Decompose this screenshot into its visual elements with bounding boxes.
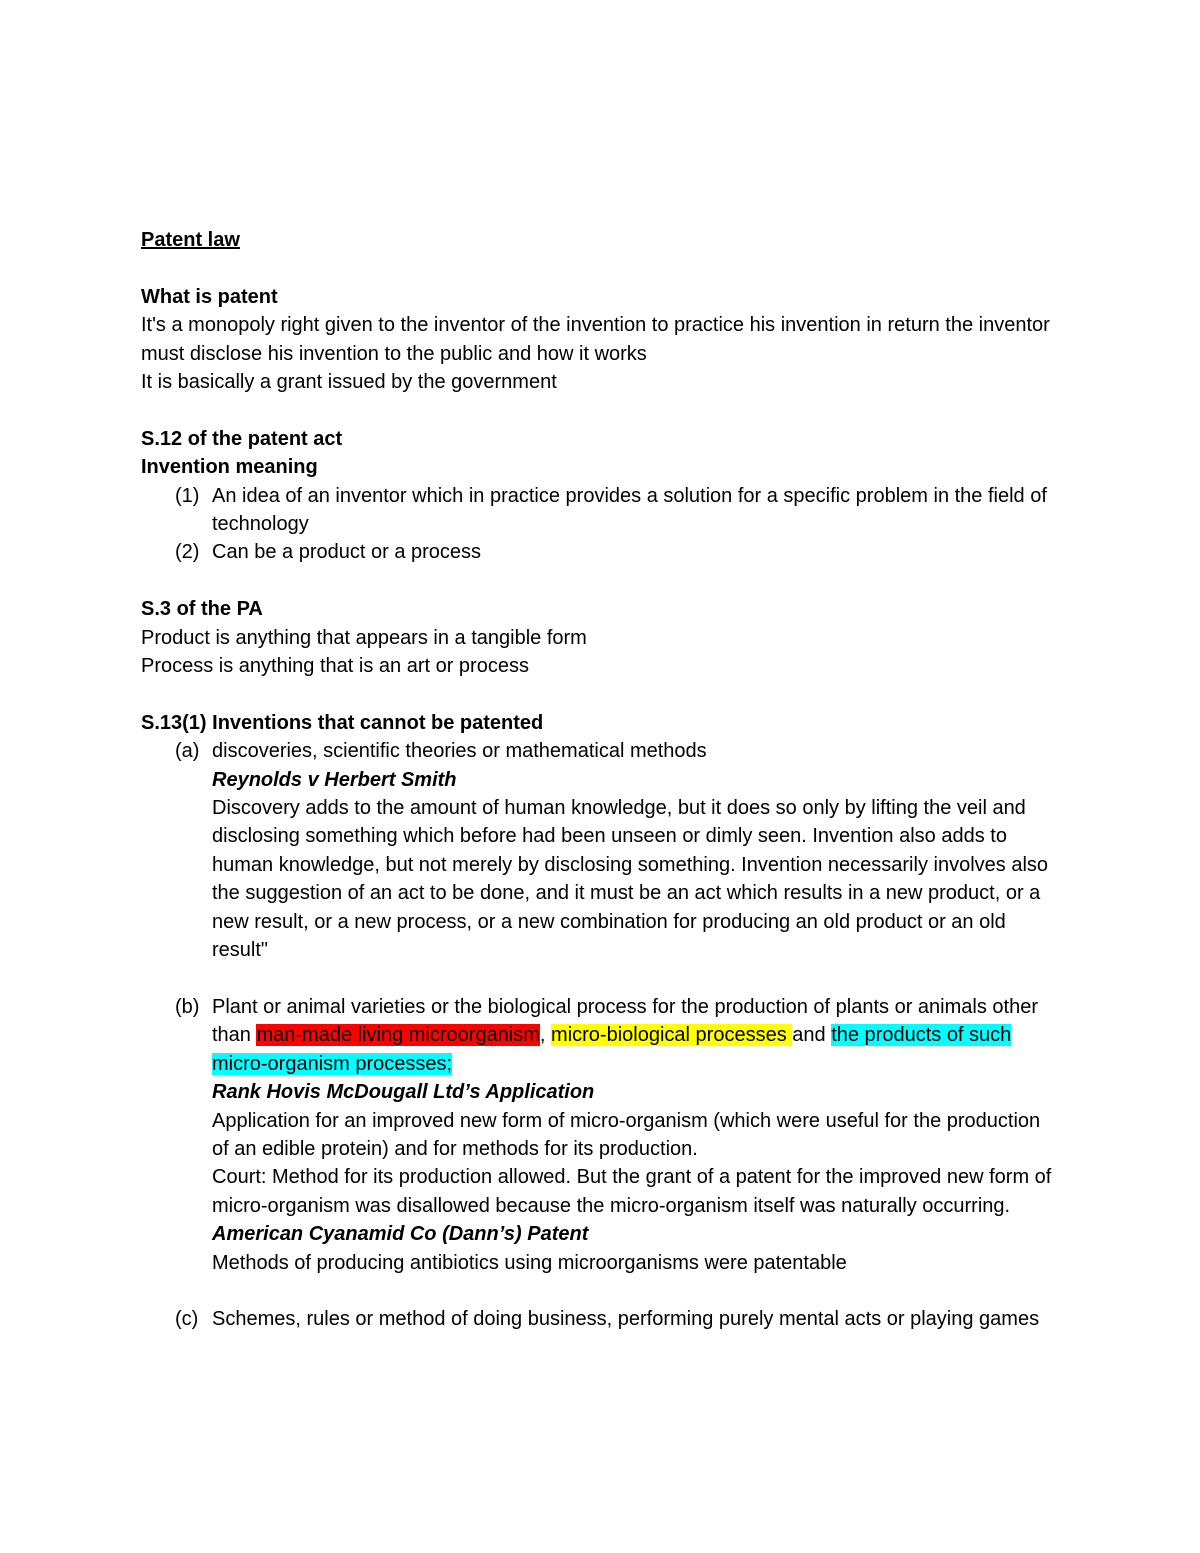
list-marker: (1) — [175, 484, 200, 507]
spacer — [141, 1277, 1061, 1305]
case-name-american-cyanamid: American Cyanamid Co (Dann’s) Patent — [212, 1223, 589, 1246]
list-item-text — [212, 996, 1038, 1075]
list-item — [141, 482, 1061, 539]
document-body — [141, 226, 1061, 1334]
subheading-invention-meaning: Invention meaning — [141, 456, 318, 479]
paragraph-process: Process is anything that is an art or process — [141, 655, 529, 678]
spacer — [141, 396, 1061, 424]
case-name-reynolds: Reynolds v Herbert Smith — [212, 768, 457, 791]
list-marker: (a) — [175, 740, 200, 763]
list-marker: (2) — [175, 541, 200, 564]
case-text-rank-hovis: Application for an improved new form of micro-organism (which were useful for the production of an edible protein) and for methods for its production. — [212, 1109, 1041, 1160]
paragraph-patent-grant: It is basically a grant issued by the government — [141, 371, 557, 394]
separator-and: and — [792, 1024, 832, 1047]
section-heading-s3: S.3 of the PA — [141, 598, 263, 621]
list-item-text: An idea of an inventor which in practice provides a solution for a specific problem in the field of technology — [212, 484, 1047, 536]
page-title: Patent law — [141, 229, 240, 251]
list-item-c — [141, 1305, 1061, 1333]
case-text-american-cyanamid: Methods of producing antibiotics using microorganisms were patentable — [212, 1251, 847, 1274]
item-b-text-start: Plant or animal varieties or the biological process for the production of plants or animals other than — [212, 995, 1038, 1047]
list-item-text: Schemes, rules or method of doing business, performing purely mental acts or playing games — [212, 1308, 1040, 1331]
section-heading-what-is-patent: What is patent — [141, 285, 278, 308]
list-item — [141, 538, 1061, 566]
highlight-cyan: the products of such micro-organism processes; — [212, 1024, 1012, 1075]
highlight-yellow: micro-biological processes — [551, 1024, 793, 1047]
spacer — [141, 680, 1061, 708]
list-item-text: discoveries, scientific theories or mathematical methods — [212, 740, 707, 763]
case-text-reynolds: Discovery adds to the amount of human knowledge, but it does so only by lifting the veil and disclosing something which before had been unseen or dimly seen. Invention also adds to human knowledge, but not merely by disclosing something. Invention necessarily involves also the suggestion of an act to be done, and it must be an act which results in a new product, or a new result, or a new process, or a new combination for producing an old product or an old result" — [212, 797, 1049, 962]
list-item-a — [141, 737, 1061, 765]
list-marker: (b) — [175, 995, 200, 1018]
separator-comma: , — [539, 1024, 552, 1047]
list-item-text: Can be a product or a process — [212, 541, 482, 564]
case-name-rank-hovis: Rank Hovis McDougall Ltd’s Application — [212, 1081, 595, 1104]
paragraph-patent-definition: It's a monopoly right given to the inventor of the invention to practice his invention in return the inventor must disclose his invention to the public and how it works — [141, 314, 1050, 365]
spacer — [141, 567, 1061, 595]
spacer — [141, 254, 1061, 282]
highlight-red: man-made living microorganism — [256, 1024, 540, 1047]
case-court-rank-hovis: Court: Method for its production allowed. But the grant of a patent for the improved new form of micro-organism was disallowed because the micro-organism itself was naturally occurring. — [212, 1166, 1052, 1217]
list-item-b — [141, 993, 1061, 1078]
section-heading-s12: S.12 of the patent act — [141, 427, 343, 450]
section-heading-s13: S.13(1) Inventions that cannot be patented — [141, 711, 544, 734]
spacer — [141, 965, 1061, 993]
paragraph-product: Product is anything that appears in a tangible form — [141, 626, 587, 649]
list-marker: (c) — [175, 1308, 199, 1331]
